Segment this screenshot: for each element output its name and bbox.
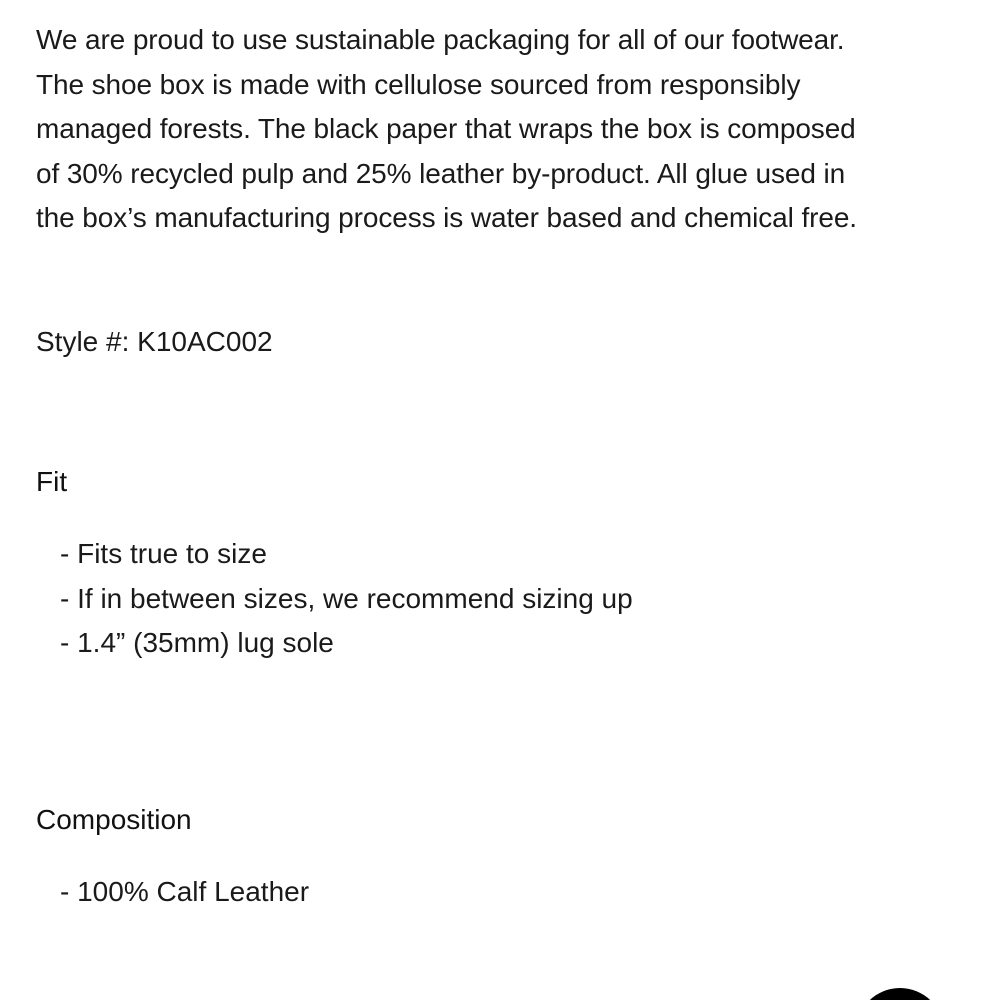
description-line: The shoe box is made with cellulose sourced from responsibly — [36, 68, 801, 100]
composition-heading: Composition — [36, 804, 192, 835]
composition-list — [60, 870, 309, 915]
style-number: Style #: K10AC002 — [36, 326, 273, 357]
description-line: We are proud to use sustainable packaging for all of our footwear. — [36, 24, 845, 55]
floating-action-button[interactable] — [856, 988, 944, 1000]
description-line: the box’s manufacturing process is water based and chemical free. — [36, 202, 857, 233]
fit-heading: Fit — [36, 466, 68, 497]
fit-item: - Fits true to size — [60, 538, 267, 569]
packaging-description — [36, 18, 857, 241]
description-line: of 30% recycled pulp and 25% leather by-product. All glue used in — [36, 157, 846, 189]
description-line: managed forests. The black paper that wraps the box is composed — [36, 113, 856, 144]
fit-item: - 1.4” (35mm) lug sole — [60, 627, 334, 658]
fit-list — [60, 532, 633, 666]
composition-item: - 100% Calf Leather — [60, 876, 310, 907]
fit-item: - If in between sizes, we recommend sizing up — [60, 582, 633, 614]
